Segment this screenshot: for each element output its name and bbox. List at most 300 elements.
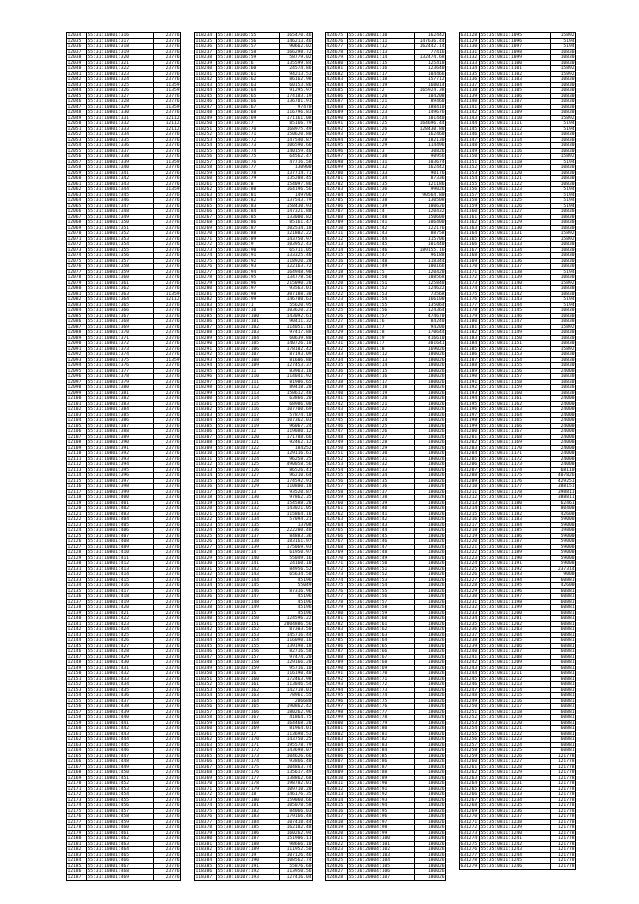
value-cell: 180026 [427, 566, 445, 571]
cadastral-number-cell: 55:36:20801:37 [348, 193, 415, 198]
row-number-cell: 424680 [326, 61, 348, 66]
cadastral-number-cell: 55:38:10106:55 [217, 33, 280, 38]
cadastral-number-cell: 55:36:20804:92 [348, 792, 415, 797]
value-cell: 10830 [560, 110, 575, 115]
cadastral-number-cell: 55:31:10801:372 [87, 341, 154, 346]
value-cell: 86162.98 [289, 77, 312, 82]
cadastral-number-cell: 55:36:20804:63 [348, 633, 415, 638]
row-number-cell: 424699 [326, 165, 348, 170]
cadastral-number-cell: 55:35:0811:1139 [480, 275, 551, 280]
cadastral-number-cell: 55:36:20804:34 [348, 473, 415, 478]
row-number-cell: 12137 [67, 600, 87, 605]
value-cell: 45196 [297, 605, 312, 610]
cadastral-number-cell: 55:31:10801:332 [87, 121, 154, 126]
cadastral-number-cell: 55:36:20801:49 [348, 264, 415, 269]
value-cell: 180026 [427, 544, 445, 549]
value-cell: 490058.56 [286, 462, 312, 467]
row-number-cell: 12168 [67, 770, 87, 775]
value-cell: 23776 [165, 176, 180, 181]
cadastral-number-cell: 55:35:0811:1175 [480, 473, 551, 478]
value-cell: 143092.61 [286, 313, 312, 318]
value-cell: 23776 [165, 742, 180, 747]
row-number-cell: 118277 [195, 270, 217, 275]
cadastral-number-cell: 55:38:10106:80 [217, 187, 280, 192]
value-cell: 60881 [560, 726, 575, 731]
row-number-cell: 424691 [326, 121, 348, 126]
cadastral-number-cell: 55:38:10106:81 [217, 193, 280, 198]
cadastral-number-cell: 55:31:10801:352 [87, 231, 154, 236]
cadastral-number-cell: 55:31:10801:453 [87, 787, 154, 792]
row-number-cell: 12074 [67, 253, 87, 258]
value-cell: 23776 [165, 445, 180, 450]
row-number-cell: 424681 [326, 66, 348, 71]
value-cell: 5194 [563, 121, 575, 126]
cadastral-number-cell: 55:36:20804:59 [348, 611, 415, 616]
cadastral-number-cell: 55:35:0811:1108 [480, 105, 551, 110]
cadastral-number-cell: 55:36:20804:89 [348, 776, 415, 781]
row-number-cell: 12123 [67, 523, 87, 528]
cadastral-number-cell: 55:35:0811:1209 [480, 660, 551, 665]
cadastral-number-cell: 55:31:10801:399 [87, 490, 154, 495]
cadastral-number-cell: 55:38:10107:188 [217, 842, 280, 847]
row-number-cell: 12059 [67, 171, 87, 176]
cadastral-number-cell: 55:31:10801:461 [87, 831, 154, 836]
row-number-cell: 631199 [460, 424, 480, 429]
cadastral-number-cell: 55:31:10801:328 [87, 99, 154, 104]
row-number-cell: 12159 [67, 721, 87, 726]
row-number-cell: 12149 [67, 666, 87, 671]
value-cell: 23776 [165, 808, 180, 813]
value-cell: 81606.80 [289, 357, 312, 362]
cadastral-number-cell: 55:38:10107:184 [217, 820, 280, 825]
cadastral-number-cell: 55:38:10107:149 [217, 605, 280, 610]
value-cell: 23776 [165, 269, 180, 274]
row-number-cell: 424697 [326, 154, 348, 159]
cadastral-number-cell: 55:38:10106:59 [217, 55, 280, 60]
cadastral-number-cell: 55:38:10106:8 [217, 182, 280, 187]
cadastral-number-cell: 55:36:20804:22 [348, 407, 415, 412]
row-number-cell: 424827 [326, 869, 348, 874]
value-cell: 10830 [560, 247, 575, 252]
cadastral-number-cell: 55:31:10801:438 [87, 704, 154, 709]
value-cell: 23776 [165, 440, 180, 445]
cadastral-number-cell: 55:36:20801:40 [348, 215, 415, 220]
cadastral-number-cell: 55:38:10107:16 [217, 671, 280, 676]
row-number-cell: 424690 [326, 116, 348, 121]
cadastral-number-cell: 55:31:10801:387 [87, 424, 154, 429]
row-number-cell: 12146 [67, 649, 87, 654]
row-number-cell: 424683 [326, 77, 348, 82]
row-number-cell: 12183 [67, 853, 87, 858]
row-number-cell: 118294 [195, 363, 217, 368]
cadastral-number-cell: 55:38:10106:65 [217, 94, 280, 99]
row-number-cell: 12102 [67, 407, 87, 412]
value-cell: 68986.00 [289, 401, 312, 406]
cadastral-number-cell: 55:35:0811:1150 [480, 336, 551, 341]
cadastral-number-cell: 55:31:10801:341 [87, 171, 154, 176]
value-cell: 23776 [165, 203, 180, 208]
cadastral-number-cell: 55:31:10801:418 [87, 594, 154, 599]
value-cell: 111952.50 [286, 847, 312, 852]
row-number-cell: 12092 [67, 352, 87, 357]
cadastral-number-cell: 55:38:10106:78 [217, 171, 280, 176]
row-number-cell: 424778 [326, 600, 348, 605]
cadastral-number-cell: 55:31:10801:335 [87, 138, 154, 143]
value-cell: 102534.18 [286, 225, 312, 230]
row-number-cell: 424682 [326, 72, 348, 77]
cadastral-number-cell: 55:35:0811:1132 [480, 237, 551, 242]
row-number-cell: 424811 [326, 781, 348, 786]
cadastral-number-cell: 55:35:0811:1157 [480, 374, 551, 379]
row-number-cell: 631134 [460, 66, 480, 71]
value-cell: 121778 [557, 852, 575, 857]
value-cell: 137543.79 [286, 198, 312, 203]
value-cell: 10830 [560, 363, 575, 368]
value-cell: 142718.01 [286, 687, 312, 692]
cadastral-number-cell: 55:35:0811:1143 [480, 297, 551, 302]
value-cell: 180026 [427, 555, 445, 560]
value-cell: 10830 [560, 77, 575, 82]
cadastral-number-cell: 55:38:10107:133 [217, 512, 280, 517]
row-number-cell: 118326 [195, 539, 217, 544]
cadastral-number-cell: 55:36:20804:54 [348, 583, 415, 588]
row-number-cell: 118344 [195, 638, 217, 643]
row-number-cell: 118272 [195, 242, 217, 247]
cadastral-number-cell: 55:38:10107:18 [217, 792, 280, 797]
cadastral-number-cell: 55:36:20801:2 [348, 88, 415, 93]
row-number-cell: 118269 [195, 226, 217, 231]
cadastral-number-cell: 55:31:10801:401 [87, 501, 154, 506]
row-number-cell: 12171 [67, 787, 87, 792]
row-number-cell: 118262 [195, 187, 217, 192]
value-cell: 166100 [427, 297, 445, 302]
row-number-cell: 118321 [195, 512, 217, 517]
row-number-cell: 12084 [67, 308, 87, 313]
row-number-cell: 631136 [460, 77, 480, 82]
cadastral-number-cell: 55:38:10107:154 [217, 638, 280, 643]
row-number-cell: 118346 [195, 649, 217, 654]
row-number-cell: 12114 [67, 473, 87, 478]
row-number-cell: 424819 [326, 825, 348, 830]
row-number-cell: 118319 [195, 501, 217, 506]
row-number-cell: 118348 [195, 660, 217, 665]
cadastral-number-cell: 55:31:10801:349 [87, 215, 154, 220]
row-number-cell: 631265 [460, 787, 480, 792]
row-number-cell: 424750 [326, 446, 348, 451]
value-cell: 180026 [427, 467, 445, 472]
cadastral-number-cell: 55:35:0811:1130 [480, 226, 551, 231]
cadastral-number-cell: 55:38:10107:14 [217, 550, 280, 555]
row-number-cell: 424677 [326, 44, 348, 49]
cadastral-number-cell: 55:31:10801:413 [87, 567, 154, 572]
row-number-cell: 424825 [326, 858, 348, 863]
value-cell: 10830 [560, 242, 575, 247]
row-number-cell: 424787 [326, 649, 348, 654]
cadastral-number-cell: 55:35:0811:1127 [480, 209, 551, 214]
row-number-cell: 118335 [195, 589, 217, 594]
value-cell: 180026 [427, 770, 445, 775]
cadastral-number-cell: 55:31:10801:377 [87, 369, 154, 374]
row-number-cell: 631189 [460, 369, 480, 374]
value-cell: 180026 [427, 797, 445, 802]
cadastral-number-cell: 55:35:0811:1219 [480, 715, 551, 720]
cadastral-number-cell: 55:36:20804:104 [348, 858, 415, 863]
value-cell: 180026 [427, 627, 445, 632]
cadastral-number-cell: 55:35:0811:1201 [480, 616, 551, 621]
row-number-cell: 631198 [460, 418, 480, 423]
value-cell: 5194 [563, 159, 575, 164]
value-cell: 180026 [427, 539, 445, 544]
row-number-cell: 118310 [195, 451, 217, 456]
row-number-cell: 118247 [195, 105, 217, 110]
row-number-cell: 631197 [460, 413, 480, 418]
cadastral-number-cell: 55:38:10107:141 [217, 561, 280, 566]
value-cell: 110800.18 [286, 484, 312, 489]
row-number-cell: 12090 [67, 341, 87, 346]
row-number-cell: 424755 [326, 473, 348, 478]
value-cell: 121778 [557, 764, 575, 769]
row-number-cell: 631231 [460, 600, 480, 605]
value-cell: 45196 [297, 599, 312, 604]
row-number-cell: 12122 [67, 517, 87, 522]
value-cell: 180026 [427, 401, 445, 406]
cadastral-number-cell: 55:38:10107:105 [217, 341, 280, 346]
row-number-cell: 118246 [195, 99, 217, 104]
value-cell: 23776 [165, 781, 180, 786]
row-number-cell: 424752 [326, 457, 348, 462]
row-number-cell: 118350 [195, 671, 217, 676]
value-cell: 83963.16 [289, 368, 312, 373]
row-number-cell: 118242 [195, 77, 217, 82]
value-cell: 23776 [165, 775, 180, 780]
cadastral-number-cell: 55:38:10107:151 [217, 622, 280, 627]
value-cell: 108568 [427, 275, 445, 280]
row-number-cell: 631223 [460, 556, 480, 561]
value-cell: 60881 [560, 715, 575, 720]
value-cell: 103674 [427, 159, 445, 164]
value-cell: 10830 [560, 104, 575, 109]
cadastral-number-cell: 55:31:10801:432 [87, 671, 154, 676]
cadastral-number-cell: 55:31:10801:365 [87, 303, 154, 308]
cadastral-number-cell: 55:38:10107:123 [217, 451, 280, 456]
value-cell: 23776 [165, 500, 180, 505]
row-number-cell: 631274 [460, 836, 480, 841]
cadastral-number-cell: 55:38:10106:87 [217, 226, 280, 231]
value-cell: 23776 [165, 99, 180, 104]
row-number-cell: 118385 [195, 864, 217, 869]
row-number-cell: 424777 [326, 594, 348, 599]
value-cell: 45196 [297, 577, 312, 582]
row-number-cell: 118317 [195, 490, 217, 495]
value-cell: 125840 [427, 280, 445, 285]
value-cell: 162442.14 [419, 44, 445, 49]
value-cell: 23776 [165, 544, 180, 549]
value-cell: 91295.97 [289, 88, 312, 93]
row-number-cell: 12113 [67, 468, 87, 473]
value-cell: 147540.87 [286, 137, 312, 142]
cadastral-number-cell: 55:38:10107:158 [217, 660, 280, 665]
row-number-cell: 631222 [460, 550, 480, 555]
value-cell: 97470 [297, 104, 312, 109]
cadastral-number-cell: 55:31:10801:340 [87, 165, 154, 170]
value-cell: 180026 [427, 737, 445, 742]
cadastral-number-cell: 55:35:0811:1235 [480, 803, 551, 808]
row-number-cell: 424791 [326, 671, 348, 676]
row-number-cell: 12182 [67, 847, 87, 852]
cadastral-number-cell: 55:36:20801:25 [348, 121, 415, 126]
cadastral-number-cell: 55:36:20804:33 [348, 468, 415, 473]
cadastral-number-cell: 55:38:10107:130 [217, 495, 280, 500]
cadastral-number-cell: 55:38:10107:180 [217, 798, 280, 803]
value-cell: 162460 [427, 132, 445, 137]
cadastral-number-cell: 55:31:10801:425 [87, 633, 154, 638]
cadastral-number-cell: 55:38:10107:113 [217, 391, 280, 396]
row-number-cell: 12075 [67, 259, 87, 264]
value-cell: 23776 [165, 583, 180, 588]
row-number-cell: 118374 [195, 803, 217, 808]
row-number-cell: 631242 [460, 660, 480, 665]
value-cell: 23776 [165, 93, 180, 98]
value-cell: 23776 [165, 335, 180, 340]
row-number-cell: 12175 [67, 809, 87, 814]
cadastral-number-cell: 55:31:10801:353 [87, 237, 154, 242]
row-number-cell: 118278 [195, 275, 217, 280]
value-cell: 116190.40 [286, 671, 312, 676]
row-number-cell: 631234 [460, 616, 480, 621]
value-cell: 87316.96 [289, 588, 312, 593]
cadastral-number-cell: 55:31:10801:393 [87, 457, 154, 462]
row-number-cell: 424737 [326, 374, 348, 379]
cadastral-number-cell: 55:38:10107:167 [217, 715, 280, 720]
row-number-cell: 12093 [67, 358, 87, 363]
row-number-cell: 118355 [195, 699, 217, 704]
cadastral-number-cell: 55:36:20801:4 [348, 209, 415, 214]
row-number-cell: 12138 [67, 605, 87, 610]
value-cell: 180026 [427, 572, 445, 577]
cadastral-number-cell: 55:36:20804:38 [348, 495, 415, 500]
cadastral-number-cell: 55:31:10801:337 [87, 149, 154, 154]
cadastral-number-cell: 55:35:0811:1106 [480, 94, 551, 99]
row-number-cell: 118318 [195, 495, 217, 500]
cadastral-number-cell: 55:38:10106:58 [217, 50, 280, 55]
value-cell: 23776 [165, 60, 180, 65]
value-cell: 89418.20 [289, 385, 312, 390]
row-number-cell: 424786 [326, 644, 348, 649]
cadastral-number-cell: 55:38:10107:137 [217, 534, 280, 539]
row-number-cell: 12083 [67, 303, 87, 308]
row-number-cell: 424753 [326, 462, 348, 467]
value-cell: 121778 [557, 759, 575, 764]
value-cell: 11359 [165, 104, 180, 109]
cadastral-number-cell: 55:31:10801:385 [87, 413, 154, 418]
row-number-cell: 12160 [67, 726, 87, 731]
row-number-cell: 12125 [67, 534, 87, 539]
row-number-cell: 424761 [326, 506, 348, 511]
row-number-cell: 631179 [460, 314, 480, 319]
cadastral-number-cell: 55:38:10107:120 [217, 435, 280, 440]
value-cell: 15892 [560, 324, 575, 329]
cadastral-number-cell: 55:35:0811:1156 [480, 369, 551, 374]
row-number-cell: 631140 [460, 99, 480, 104]
cadastral-number-cell: 55:38:10107:134 [217, 517, 280, 522]
value-cell: 60881 [560, 704, 575, 709]
cadastral-number-cell: 55:36:20804:70 [348, 671, 415, 676]
row-number-cell: 12076 [67, 264, 87, 269]
value-cell: 180026 [427, 434, 445, 439]
value-cell: 60881 [560, 588, 575, 593]
value-cell: 180026 [427, 863, 445, 868]
cadastral-number-cell: 55:35:0811:1197 [480, 594, 551, 599]
row-number-cell: 12098 [67, 385, 87, 390]
cadastral-number-cell: 55:35:0811:1153 [480, 352, 551, 357]
value-cell: 23776 [165, 522, 180, 527]
row-number-cell: 118255 [195, 149, 217, 154]
cadastral-number-cell: 55:31:10801:321 [87, 61, 154, 66]
cadastral-number-cell: 55:35:0811:1119 [480, 165, 551, 170]
cadastral-number-cell: 55:38:10107:166 [217, 710, 280, 715]
value-cell: 174592.91 [286, 478, 312, 483]
cadastral-number-cell: 55:35:0811:1182 [480, 512, 551, 517]
cadastral-number-cell: 55:38:10107:128 [217, 479, 280, 484]
row-number-cell: 12094 [67, 363, 87, 368]
cadastral-number-cell: 55:35:0811:1184 [480, 523, 551, 528]
value-cell: 23776 [165, 594, 180, 599]
value-cell: 23776 [165, 374, 180, 379]
cadastral-number-cell: 55:38:10107:178 [217, 781, 280, 786]
value-cell: 125410 [427, 60, 445, 65]
cadastral-number-cell: 55:31:10801:439 [87, 710, 154, 715]
row-number-cell: 424821 [326, 836, 348, 841]
value-cell: 23776 [165, 253, 180, 258]
cadastral-number-cell: 55:35:0811:1215 [480, 693, 551, 698]
value-cell: 180026 [427, 858, 445, 863]
value-cell: 180026 [427, 830, 445, 835]
cadastral-number-cell: 55:36:20801:44 [348, 237, 415, 242]
cadastral-number-cell: 55:36:20804:64 [348, 638, 415, 643]
cadastral-number-cell: 55:38:10107:140 [217, 556, 280, 561]
value-cell: 24574.86 [289, 66, 312, 71]
row-number-cell: 631261 [460, 765, 480, 770]
row-number-cell: 12056 [67, 154, 87, 159]
value-cell: 24000 [560, 401, 575, 406]
row-number-cell: 631150 [460, 154, 480, 159]
row-number-cell: 424780 [326, 611, 348, 616]
table-row [195, 875, 312, 881]
cadastral-number-cell: 55:36:20804:69 [348, 666, 415, 671]
row-number-cell: 631259 [460, 754, 480, 759]
value-cell: 84883.36 [289, 533, 312, 538]
row-number-cell: 118361 [195, 732, 217, 737]
cadastral-number-cell: 55:38:10106:90 [217, 248, 280, 253]
value-cell: 55049.16 [289, 555, 312, 560]
value-cell: 23776 [165, 511, 180, 516]
row-number-cell: 118371 [195, 787, 217, 792]
value-cell: 23776 [165, 643, 180, 648]
cadastral-number-cell: 55:38:10107:17 [217, 732, 280, 737]
value-cell: 170644 [427, 330, 445, 335]
value-cell: 88758 [430, 231, 445, 236]
cadastral-number-cell: 55:31:10801:406 [87, 528, 154, 533]
value-cell: 5194 [563, 126, 575, 131]
row-number-cell: 424797 [326, 704, 348, 709]
row-number-cell: 631164 [460, 231, 480, 236]
cadastral-number-cell: 55:38:10107:150 [217, 616, 280, 621]
row-number-cell: 12038 [67, 55, 87, 60]
value-cell: 135064 [427, 302, 445, 307]
row-number-cell: 424676 [326, 39, 348, 44]
cadastral-number-cell: 55:36:20804:98 [348, 825, 415, 830]
value-cell: 180026 [427, 803, 445, 808]
